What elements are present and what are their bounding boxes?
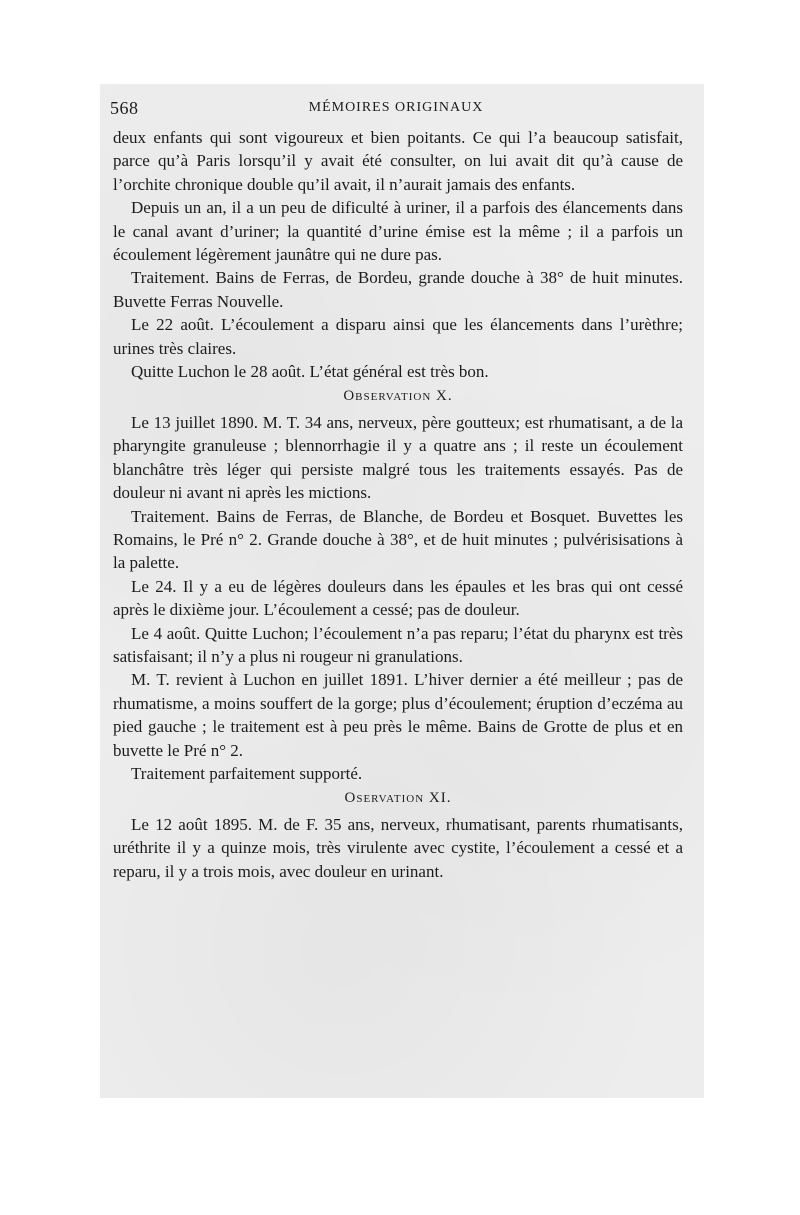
- section-heading: [113, 787, 683, 810]
- observation-heading: Oservation XI.: [344, 790, 452, 807]
- paragraph: Traitement parfaitement supporté.: [131, 763, 363, 783]
- paragraph: Le 12 août 1895. M. de F. 35 ans, nerveux, rhumatisant, parents rhumatisants, uréthrite il y a quinze mois, très virulente avec cystite, l’écoulement a cessé et a reparu, il y a trois mois, avec douleur en urinant.: [113, 814, 683, 881]
- paragraph: Le 13 juillet 1890. M. T. 34 ans, nerveux, père goutteux; est rhumatisant, a de la pharyngite granuleuse ; blennorrhagie il y a quatre ans ; il reste un écoulement blanchâtre très léger qui persiste malgré tous les traitements essayés. Pas de douleur ni avant ni après les mictions.: [113, 412, 683, 503]
- section-heading: [113, 385, 683, 408]
- paragraph: Depuis un an, il a un peu de dificulté à uriner, il a parfois des élancements dans le canal avant d’uriner; la quantité d’urine émise est la même ; il a parfois un écoulement légèrement jaunâtre qui ne dure pas.: [113, 198, 683, 265]
- paragraph: Le 22 août. L’écoulement a disparu ainsi que les élancements dans l’urèthre; urines très claires.: [113, 315, 683, 358]
- body-text: [113, 126, 683, 883]
- observation-heading: Observation X.: [343, 388, 453, 405]
- paragraph: Le 4 août. Quitte Luchon; l’écoulement n’a pas reparu; l’état du pharynx est très satisfaisant; il n’y a plus ni rougeur ni granulations.: [113, 623, 683, 666]
- paragraph: Le 24. Il y a eu de légères douleurs dans les épaules et les bras qui ont cessé après le dixième jour. L’écoulement a cessé; pas de douleur.: [113, 576, 683, 620]
- paragraph: deux enfants qui sont vigoureux et bien poitants. Ce qui l’a beaucoup satisfait, parce qu’à Paris lorsqu’il y avait été consulter, on lui avait dit qu’à cause de l’orchite chronique double qu’il avait, il n’aurait jamais des enfants.: [113, 128, 683, 194]
- paragraph: Traitement. Bains de Ferras, de Bordeu, grande douche à 38° de huit minutes. Buvette Ferras Nouvelle.: [113, 268, 683, 311]
- paragraph: M. T. revient à Luchon en juillet 1891. L’hiver dernier a été meilleur ; pas de rhumatisme, a moins souffert de la gorge; plus d’écoulement; éruption d’eczéma au pied gauche ; le traitement est à peu près le même. Bains de Grotte de plus et en buvette le Pré n° 2.: [113, 670, 683, 760]
- page-number: 568: [110, 98, 139, 118]
- paragraph: Quitte Luchon le 28 août. L’état général est très bon.: [131, 362, 489, 382]
- paragraph: Traitement. Bains de Ferras, de Blanche, de Bordeu et Bosquet. Buvettes les Romains, le Pré n° 2. Grande douche à 38°, et de huit minutes ; pulvérisisations à la palette.: [113, 506, 683, 573]
- running-title: MÉMOIRES ORIGINAUX: [308, 100, 484, 115]
- page-header: [110, 98, 682, 120]
